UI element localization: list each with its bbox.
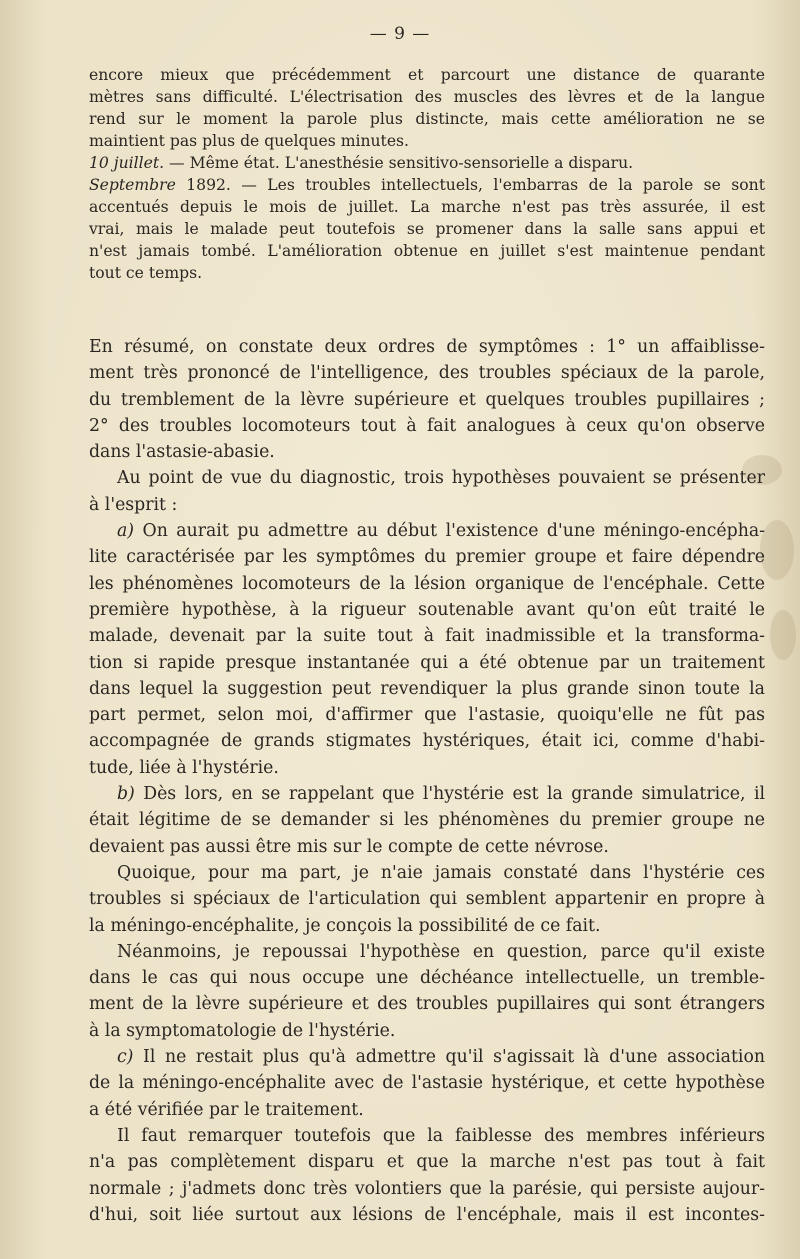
text-line: n'est jamais tombé. L'amélioration obtenue en juillet s'est maintenue pendant [89,242,765,260]
text-line: dans lequel la suggestion peut revendiquer la plus grande sinon toute la [89,678,765,699]
text-line: malade, devenait par la suite tout à fait inadmissible et la transforma- [89,626,765,647]
text-line: Quoique, pour ma part, je n'aie jamais constaté dans l'hystérie ces [117,862,765,883]
list-label: c) [117,1047,134,1068]
paper-stain [760,520,794,580]
paragraph-c-start [89,1044,765,1070]
journal-entry-juillet [89,152,765,174]
paragraph-a-start [89,518,765,544]
text-line: ment très prononcé de l'intelligence, des troubles spéciaux de la parole, [89,363,765,384]
text-line: de la méningo-encéphalite avec de l'astasie hystérique, et cette hypothèse [89,1073,765,1094]
text-line: troubles si spéciaux de l'articulation qui semblent appartenir en propre à [89,889,765,910]
text-line: était légitime de se demander si les phénomènes du premier groupe ne [89,810,765,831]
text-line: En résumé, on constate deux ordres de symptômes : 1° un affaiblisse- [89,337,765,357]
text-line: lite caractérisée par les symptômes du premier groupe et faire dépendre [89,547,765,568]
text-line: tion si rapide presque instantanée qui a été obtenue par un traitement [89,652,765,673]
top-section [89,64,765,284]
text-span: On aurait pu admettre au début l'existence d'une méningo-encépha- [134,521,765,542]
entry-date: Septembre [89,176,176,194]
text-line: n'a pas complètement disparu et que la marche n'est pas tout à fait [89,1152,765,1173]
text-line: a été vérifiée par le traitement. [89,1099,364,1120]
text-line: à la symptomatologie de l'hystérie. [89,1020,396,1041]
text-line: ment de la lèvre supérieure et des troubles pupillaires qui sont étrangers [89,994,765,1015]
text-span: Il ne restait plus qu'à admettre qu'il s'agissait là d'une association [133,1047,765,1068]
text-line: normale ; j'admets donc très volontiers que la parésie, qui persiste aujour- [89,1178,765,1199]
list-label: a) [117,521,135,542]
entry-date: 10 juillet. [89,154,165,172]
text-line: tude, liée à l'hystérie. [89,757,279,778]
text-line: rend sur le moment la parole plus distincte, mais cette amélioration ne se [89,110,765,128]
paper-stain [770,610,796,660]
text-line: d'hui, soit liée surtout aux lésions de l'encéphale, mais il est incontes- [89,1204,765,1225]
text-line: à l'esprit : [89,494,178,515]
text-line: accentués depuis le mois de juillet. La marche n'est pas très assurée, il est [89,198,765,216]
text-line: 2° des troubles locomoteurs tout à fait analogues à ceux qu'on observe [89,415,765,436]
text-line: mètres sans difficulté. L'électrisation des muscles des lèvres et de la langue [89,88,765,106]
list-label: b) [117,784,135,805]
text-line: dans l'astasie-abasie. [89,442,275,463]
text-line: les phénomènes locomoteurs de la lésion organique de l'encéphale. Cette [89,573,765,594]
text-line: du tremblement de la lèvre supérieure et quelques troubles pupillaires ; [89,389,765,410]
paragraph-b-start [89,781,765,807]
entry-text: — Même état. L'anesthésie sensitivo-sensorielle a disparu. [164,154,634,172]
text-line: première hypothèse, à la rigueur soutenable avant qu'on eût traité le [89,599,765,620]
text-line: dans le cas qui nous occupe une déchéance intellectuelle, un tremble- [89,968,765,989]
text-line: part permet, selon moi, d'affirmer que l'astasie, quoiqu'elle ne fût pas [89,705,765,726]
journal-entry-septembre [89,174,765,196]
text-line: encore mieux que précédemment et parcourt une distance de quarante [89,66,765,84]
text-line: Néanmoins, je repoussai l'hypothèse en question, parce qu'il existe [117,941,765,962]
entry-text: 1892. — Les troubles intellectuels, l'embarras de la parole se sont [175,176,765,194]
text-line: accompagnée de grands stigmates hystériques, était ici, comme d'habi- [89,731,765,752]
main-section [89,334,765,1228]
text-line: Il faut remarquer toutefois que la faiblesse des membres inférieurs [117,1125,765,1146]
text-line: Au point de vue du diagnostic, trois hypothèses pouvaient se présenter [117,468,765,489]
text-line: maintient pas plus de quelques minutes. [89,132,410,150]
text-line: tout ce temps. [89,264,203,282]
text-line: la méningo-encéphalite, je conçois la possibilité de ce fait. [89,915,601,936]
text-span: Dès lors, en se rappelant que l'hystérie est la grande simulatrice, il [134,784,765,805]
page-number: — 9 — [369,24,431,44]
text-line: vrai, mais le malade peut toutefois se promener dans la salle sans appui et [89,220,765,238]
text-line: devaient pas aussi être mis sur le compte de cette névrose. [89,836,609,857]
